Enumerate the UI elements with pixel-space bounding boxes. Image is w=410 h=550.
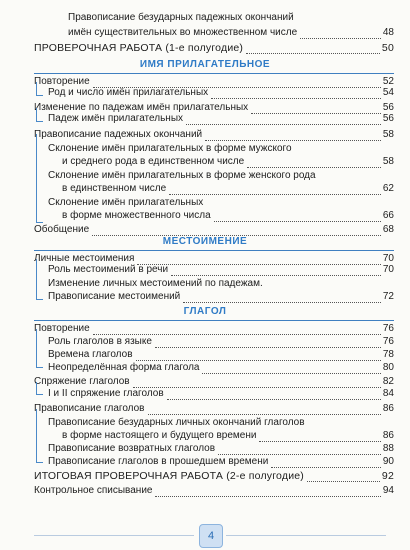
toc-entry-page: 48: [382, 27, 394, 38]
toc-entry: [0, 430, 410, 442]
leader-dots: [169, 183, 381, 195]
toc-entry: [0, 349, 410, 361]
toc-entry-page: 90: [382, 456, 394, 467]
toc-entry-text: Склонение имён прилагательных: [48, 197, 204, 208]
toc-entry: [0, 388, 410, 400]
toc-entry-text: Времена глаголов: [48, 349, 133, 360]
toc-entry-text: Роль глаголов в языке: [48, 336, 152, 347]
leader-dots: [202, 362, 381, 374]
leader-dots: [93, 323, 381, 335]
toc-entry-text: Род и число имён прилагательных: [48, 87, 209, 98]
leader-dots: [211, 87, 381, 99]
toc-entry-text: в форме настоящего и будущего времени: [62, 430, 257, 441]
toc-entry-text: в форме множественного числа: [62, 210, 211, 221]
toc-entry-page: 56: [382, 102, 394, 113]
toc-entry-text: Изменение личных местоимений по падежам.: [48, 278, 263, 289]
leader-dots: [155, 336, 381, 348]
toc-entry-text: Правописание падежных окончаний: [34, 129, 203, 140]
footer-divider: [34, 535, 194, 536]
leader-dots: [186, 113, 381, 125]
leader-dots: [171, 264, 381, 276]
toc-entry-page: 54: [382, 87, 394, 98]
toc-entry: [0, 417, 410, 429]
section-title: ИМЯ ПРИЛАГАТЕЛЬНОЕ: [139, 59, 271, 70]
toc-entry-text: Правописание глаголов в прошедшем времени: [48, 456, 269, 467]
toc-entry-text: ПРОВЕРОЧНАЯ РАБОТА (1-е полугодие): [34, 42, 244, 54]
toc-entry-text: Личные местоимения: [34, 253, 135, 264]
toc-entry: [0, 362, 410, 374]
toc-entry-text: Падеж имён прилагательных: [48, 113, 184, 124]
leader-dots: [136, 349, 381, 361]
toc-entry-page: 68: [382, 224, 394, 235]
toc-entry: [0, 336, 410, 348]
toc-entry-page: 56: [382, 113, 394, 124]
divider: [34, 73, 394, 74]
toc-entry: [0, 278, 410, 290]
toc-entry-text: Правописание глаголов: [34, 403, 145, 414]
toc-entry: [0, 113, 410, 125]
toc-entry: [0, 323, 410, 335]
toc-entry-text: Правописание местоимений: [48, 291, 181, 302]
toc-entry-page: 50: [381, 42, 394, 54]
leader-dots: [205, 129, 381, 141]
toc-entry: [0, 264, 410, 276]
toc-entry-text: в единственном числе: [62, 183, 167, 194]
toc-entry-text: и среднего рода в единственном числе: [62, 156, 245, 167]
leader-dots: [155, 485, 381, 497]
leader-dots: [148, 403, 381, 415]
toc-entry-text: Повторение: [34, 323, 90, 334]
toc-entry-page: 58: [382, 129, 394, 140]
toc-entry-page: 62: [382, 183, 394, 194]
toc-entry-text: Изменение по падежам имён прилагательных: [34, 102, 249, 113]
toc-entry: [0, 87, 410, 99]
toc-entry-text: Неопределённая форма глагола: [48, 362, 200, 373]
toc-entry: [0, 403, 410, 415]
toc-entry: [0, 129, 410, 141]
toc-entry-text: Контрольное списывание: [34, 485, 153, 496]
toc-entry-page: 82: [382, 376, 394, 387]
toc-entry-page: 66: [382, 210, 394, 221]
toc-entry: [0, 143, 410, 155]
toc-entry: [0, 210, 410, 222]
toc-entry: [0, 42, 410, 54]
toc-entry-page: 88: [382, 443, 394, 454]
divider: [34, 320, 394, 321]
toc-entry-page: 94: [382, 485, 394, 496]
leader-dots: [218, 443, 381, 455]
toc-entry-page: 86: [382, 430, 394, 441]
toc-entry: [0, 224, 410, 236]
toc-entry-text: Правописание возвратных глаголов: [48, 443, 216, 454]
toc-entry-page: 86: [382, 403, 394, 414]
leader-dots: [167, 388, 381, 400]
toc-entry-page: 92: [381, 470, 394, 482]
leader-dots: [246, 42, 380, 54]
leader-dots: [259, 430, 381, 442]
toc-entry-text: I и II спряжение глаголов: [48, 388, 164, 399]
toc-entry: [0, 156, 410, 168]
toc-entry: [0, 291, 410, 303]
toc-entry-text: имён существительных во множественном числе: [68, 27, 298, 38]
leader-dots: [271, 456, 381, 468]
toc-entry: [0, 27, 410, 39]
toc-entry-text: Склонение имён прилагательных в форме мужского: [48, 143, 292, 154]
toc-entry: [0, 485, 410, 497]
toc-entry-text: Повторение: [34, 76, 90, 87]
toc-entry-text: Обобщение: [34, 224, 90, 235]
toc-entry-page: 78: [382, 349, 394, 360]
toc-entry-page: 72: [382, 291, 394, 302]
toc-entry: [0, 183, 410, 195]
toc-entry: [0, 12, 410, 24]
divider: [34, 250, 394, 251]
toc-entry-text: Правописание безударных падежных окончаний: [68, 12, 294, 23]
section-title: ГЛАГОЛ: [183, 306, 227, 317]
leader-dots: [300, 27, 381, 39]
toc-entry-page: 80: [382, 362, 394, 373]
toc-entry-page: 76: [382, 336, 394, 347]
toc-entry-page: 76: [382, 323, 394, 334]
toc-entry-page: 52: [382, 76, 394, 87]
toc-entry-page: 58: [382, 156, 394, 167]
leader-dots: [92, 224, 381, 236]
page-number: 4: [199, 524, 223, 548]
leader-dots: [183, 291, 381, 303]
section-title: МЕСТОИМЕНИЕ: [162, 236, 248, 247]
toc-entry: [0, 170, 410, 182]
toc-entry: [0, 443, 410, 455]
toc-entry: [0, 197, 410, 209]
toc-entry-text: Правописание безударных личных окончаний глаголов: [48, 417, 305, 428]
toc-entry: [0, 376, 410, 388]
leader-dots: [214, 210, 381, 222]
leader-dots: [133, 376, 381, 388]
leader-dots: [307, 470, 380, 482]
toc-entry-text: Склонение имён прилагательных в форме женского рода: [48, 170, 316, 181]
toc-entry-page: 70: [382, 253, 394, 264]
toc-entry: [0, 470, 410, 482]
toc-entry-text: ИТОГОВАЯ ПРОВЕРОЧНАЯ РАБОТА (2-е полугодие): [34, 470, 304, 482]
toc-entry-page: 84: [382, 388, 394, 399]
leader-dots: [247, 156, 381, 168]
toc-entry-text: Спряжение глаголов: [34, 376, 130, 387]
toc-entry-text: Роль местоимений в речи: [48, 264, 169, 275]
toc-entry: [0, 456, 410, 468]
footer-divider: [226, 535, 386, 536]
toc-entry-page: 70: [382, 264, 394, 275]
